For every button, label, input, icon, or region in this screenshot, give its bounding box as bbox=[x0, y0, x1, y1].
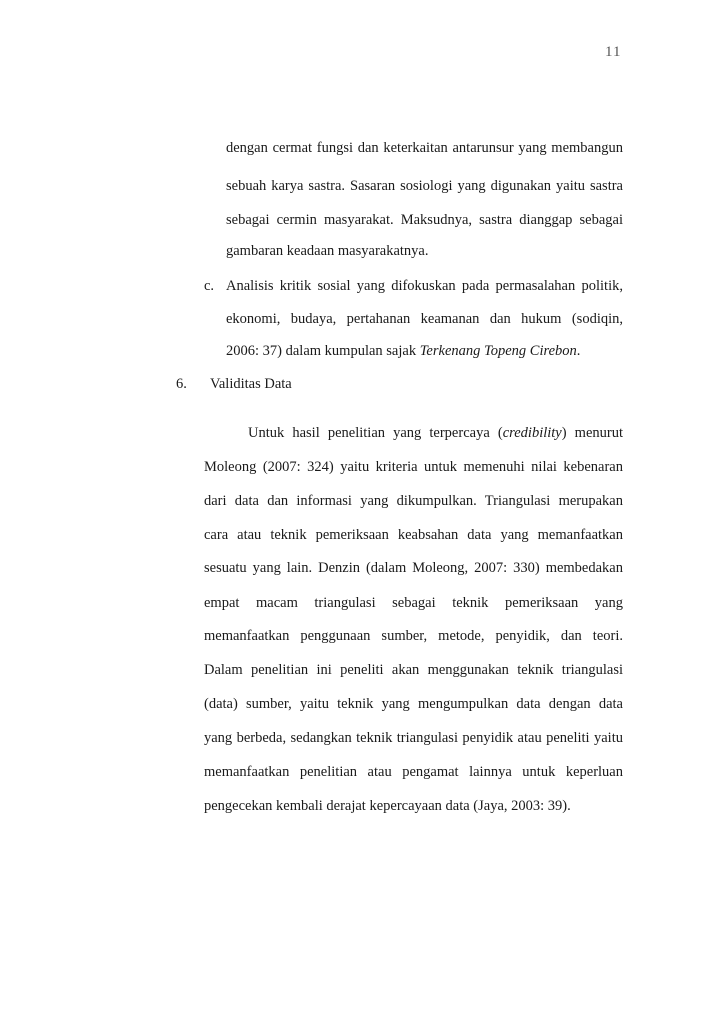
list-c-line-3-text: 2006: 37) dalam kumpulan sajak bbox=[226, 343, 420, 359]
paragraph-line-12: pengecekan kembali derajat kepercayaan data (Jaya, 2003: 39). bbox=[204, 798, 571, 814]
section-number: 6. bbox=[176, 376, 187, 392]
paragraph-line-4: cara atau teknik pemeriksaan keabsahan data yang memanfaatkan bbox=[204, 527, 623, 543]
book-title: Terkenang Topeng Cirebon bbox=[419, 343, 577, 359]
paragraph-line-3: dari data dan informasi yang dikumpulkan. Triangulasi merupakan bbox=[204, 493, 623, 509]
list-c-line-3 bbox=[226, 342, 580, 360]
paragraph-line-9: (data) sumber, yaitu teknik yang mengumpulkan data dengan data bbox=[204, 696, 623, 712]
paragraph-line-2: Moleong (2007: 324) yaitu kriteria untuk memenuhi nilai kebenaran bbox=[204, 459, 623, 475]
list-c-marker: c. bbox=[204, 278, 215, 294]
list-c-line-3-end: . bbox=[576, 343, 581, 359]
list-b-line-2: sebuah karya sastra. Sasaran sosiologi yang digunakan yaitu sastra bbox=[226, 178, 623, 194]
list-c-line-1: Analisis kritik sosial yang difokuskan pada permasalahan politik, bbox=[226, 278, 623, 294]
paragraph-line-1-text: Untuk hasil penelitian yang terpercaya ( bbox=[248, 425, 503, 441]
list-b-line-4: gambaran keadaan masyarakatnya. bbox=[226, 243, 429, 259]
paragraph-line-6: empat macam triangulasi sebagai teknik pemeriksaan yang bbox=[204, 595, 623, 611]
paragraph-line-10: yang berbeda, sedangkan teknik triangulasi penyidik atau peneliti yaitu bbox=[204, 730, 623, 746]
paragraph-line-1 bbox=[248, 424, 623, 442]
credibility-term: credibility bbox=[502, 425, 562, 441]
section-title: Validitas Data bbox=[210, 376, 292, 392]
list-c-line-2: ekonomi, budaya, pertahanan keamanan dan hukum (sodiqin, bbox=[226, 311, 623, 327]
paragraph-line-1-end: ) menurut bbox=[561, 425, 623, 441]
list-b-line-1: dengan cermat fungsi dan keterkaitan antarunsur yang membangun bbox=[226, 140, 623, 156]
paragraph-line-8: Dalam penelitian ini peneliti akan menggunakan teknik triangulasi bbox=[204, 662, 623, 678]
list-b-line-3: sebagai cermin masyarakat. Maksudnya, sastra dianggap sebagai bbox=[226, 212, 623, 228]
paragraph-line-5: sesuatu yang lain. Denzin (dalam Moleong, 2007: 330) membedakan bbox=[204, 560, 623, 576]
page-number: 11 bbox=[605, 44, 622, 60]
paragraph-line-11: memanfaatkan penelitian atau pengamat lainnya untuk keperluan bbox=[204, 764, 623, 780]
paragraph-line-7: memanfaatkan penggunaan sumber, metode, penyidik, dan teori. bbox=[204, 628, 623, 644]
